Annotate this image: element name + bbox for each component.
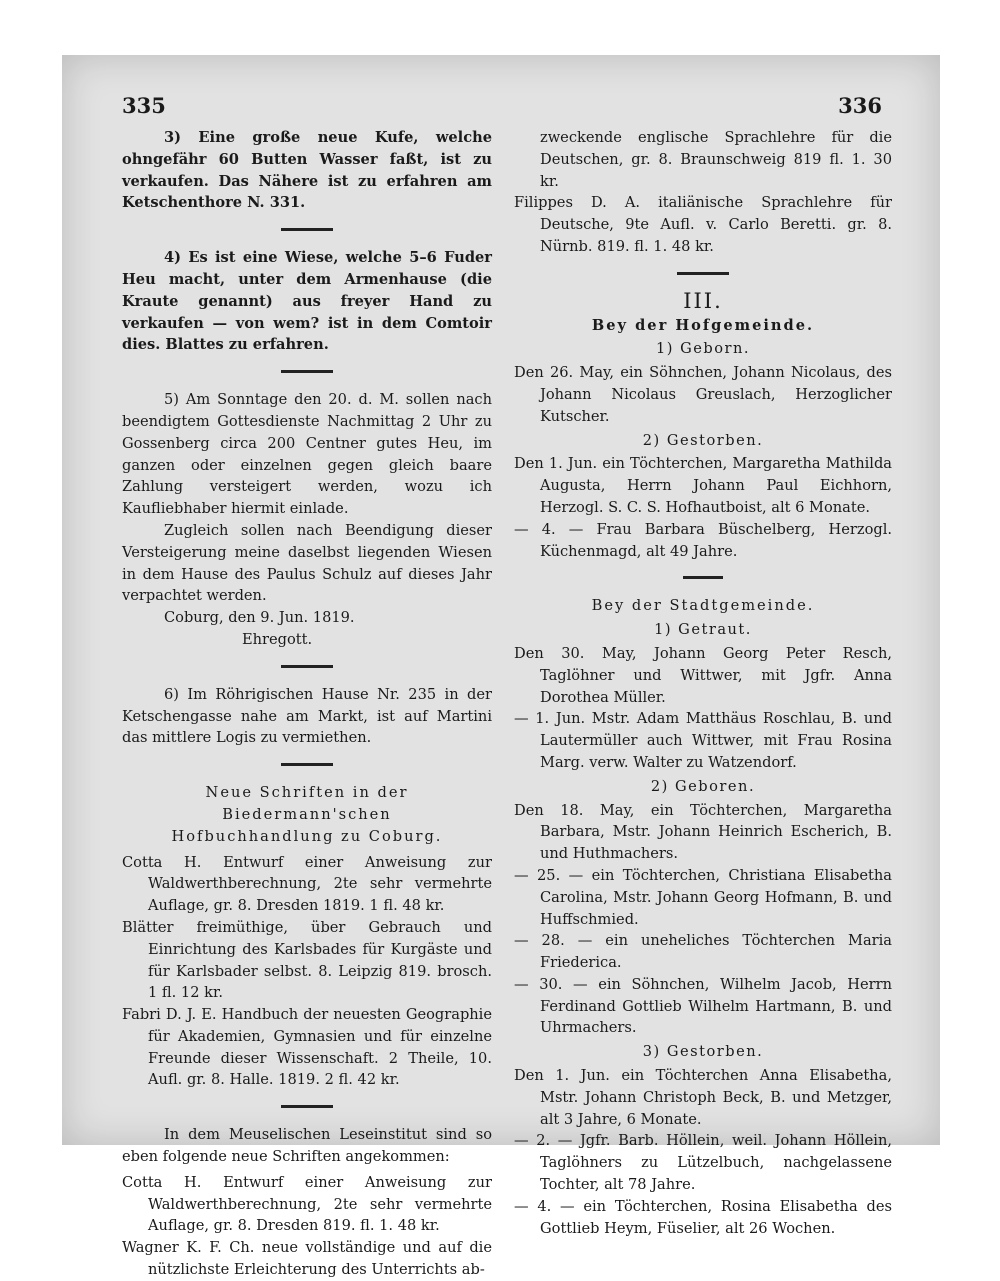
separator: [281, 370, 333, 373]
register-entry: Den 1. Jun. ein Töchterchen, Margaretha Mathilda Augusta, Herrn Johann Paul Eichhorn, Herzogl. S. C. S. Hofhautboist, alt 6 Monate.: [514, 455, 892, 516]
notice-5-para-1: 5) Am Sonntage den 20. d. M. sollen nach beendigtem Gottesdienste Nachmittag 2 Uhr zu Gossenberg circa 200 Centner gutes Heu, im ganzen oder einzelnen gegen gleich baare Zahlung versteigert werden, wozu ich Kaufliebhaber hiermit einlade.: [122, 391, 492, 518]
scanned-page: [62, 55, 940, 1279]
register-entry: — 28. — ein uneheliches Töchterchen Maria Friederica.: [514, 932, 892, 972]
register-entry: Den 1. Jun. ein Töchterchen Anna Elisabetha, Mstr. Johann Christoph Beck, B. und Metzger, alt 3 Jahre, 6 Monate.: [514, 1067, 892, 1128]
right-column: [514, 127, 892, 1239]
register-entry: — 1. Jun. Mstr. Adam Matthäus Roschlau, B. und Lautermüller auch Wittwer, mit Frau Rosina Marg. verw. Walter zu Watzendorf.: [514, 710, 892, 771]
register-entry: — 4. — Frau Barbara Büschelberg, Herzogl. Küchenmagd, alt 49 Jahre.: [514, 520, 892, 560]
stadt-married-label: 1) Getraut.: [654, 621, 752, 639]
notice-5-para-2: Zugleich sollen nach Beendigung dieser Versteigerung meine daselbst liegenden Wiesen in dem Hause des Paulus Schulz auf dieses Jahr verpachtet werden.: [122, 521, 492, 605]
register-entry: — 4. — ein Töchterchen, Rosina Elisabetha des Gottlieb Heym, Füselier, alt 26 Wochen.: [514, 1197, 892, 1237]
section-title-hofgemeinde: Bey der Hofgemeinde.: [591, 316, 815, 334]
book-continuation: zweckende englische Sprachlehre für die Deutschen, gr. 8. Braunschweig 819 fl. 1. 30 kr.: [540, 129, 892, 190]
register-entry: Den 18. May, ein Töchterchen, Margaretha Barbara, Mstr. Johann Heinrich Escherich, B. und Huthmachers.: [514, 801, 892, 863]
section-number: III.: [683, 288, 723, 313]
separator: [281, 1105, 333, 1108]
separator: [281, 665, 333, 668]
hof-born-label: 1) Geborn.: [655, 340, 751, 358]
institute-heading: In dem Meuselischen Leseinstitut sind so eben folgende neue Schriften angekommen:: [122, 1126, 492, 1166]
separator: [281, 763, 333, 766]
stadt-born-label: 2) Geboren.: [650, 777, 756, 795]
institute-book-entry: Wagner K. F. Ch. neue vollständige und auf die nützlichste Erleichterung des Unterrichts ab-: [122, 1239, 492, 1279]
register-entry: Den 26. May, ein Söhnchen, Johann Nicolaus, des Johann Nicolaus Greuslach, Herzoglicher Kutscher.: [514, 364, 892, 425]
page-number-left: 335: [122, 93, 166, 118]
book-entry: Cotta H. Entwurf einer Anweisung zur Waldwerthberechnung, 2te sehr vermehrte Auflage, gr. 8. Dresden 1819. 1 fl. 48 kr.: [122, 853, 492, 915]
left-column: [122, 127, 492, 1281]
hof-died-label: 2) Gestorben.: [642, 431, 764, 449]
register-entry: — 30. — ein Söhnchen, Wilhelm Jacob, Herrn Ferdinand Gottlieb Wilhelm Hartmann, B. und Uhrmachers.: [514, 975, 892, 1037]
stadt-died-label: 3) Gestorben.: [642, 1043, 764, 1061]
separator: [281, 228, 333, 231]
notice-3: 3) Eine große neue Kufe, welche ohngefähr 60 Butten Wasser faßt, ist zu verkaufen. Das Nähere ist zu erfahren am Ketschenthore N. 331.: [122, 129, 492, 212]
books-list: [122, 852, 492, 1092]
register-entry: — 2. — Jgfr. Barb. Höllein, weil. Johann Höllein, Taglöhners zu Lützelbuch, nachgelassene Tochter, alt 78 Jahre.: [514, 1132, 892, 1194]
book-entry: Blätter freimüthige, über Gebrauch und Einrichtung des Karlsbades für Kurgäste und für Karlsbader selbst. 8. Leipzig 819. brosch. 1 fl. 12 kr.: [122, 918, 492, 1002]
books-heading-line-2: Hofbuchhandlung zu Coburg.: [171, 827, 443, 845]
separator: [677, 272, 729, 275]
book-entry-filippes: Filippes D. A. italiänische Sprachlehre für Deutsche, 9te Aufl. v. Carlo Beretti. gr. 8. Nürnb. 819. fl. 1. 48 kr.: [514, 194, 892, 255]
separator: [683, 576, 723, 579]
register-entry: — 25. — ein Töchterchen, Christiana Elisabetha Carolina, Mstr. Johann Georg Hofmann, B. und Huffschmied.: [514, 866, 892, 928]
books-heading-line-1: Neue Schriften in der Biedermann'schen: [205, 784, 409, 823]
section-title-stadtgemeinde: Bey der Stadtgemeinde.: [591, 597, 815, 615]
register-entry: Den 30. May, Johann Georg Peter Resch, Taglöhner und Wittwer, mit Jgfr. Anna Dorothea Müller.: [514, 644, 892, 706]
institute-book-entry: Cotta H. Entwurf einer Anweisung zur Waldwerthberechnung, 2te sehr vermehrte Auflage, gr. 8. Dresden 819. fl. 1. 48 kr.: [122, 1173, 492, 1235]
notice-5-date: Coburg, den 9. Jun. 1819.: [164, 609, 355, 627]
notice-5-signature: Ehregott.: [242, 630, 313, 648]
notice-6: 6) Im Röhrigischen Hause Nr. 235 in der Ketschengasse nahe am Markt, ist auf Martini das mittlere Logis zu vermiethen.: [122, 685, 492, 747]
notice-4: 4) Es ist eine Wiese, welche 5–6 Fuder Heu macht, unter dem Armenhause (die Kraute genannt) aus freyer Hand zu verkaufen — von wem? ist in dem Comtoir dies. Blattes zu erfahren.: [122, 249, 492, 354]
page-number-right: 336: [838, 93, 882, 118]
institute-books-list: [122, 1172, 492, 1281]
book-entry: Fabri D. J. E. Handbuch der neuesten Geographie für Akademien, Gymnasien und für einzelne Freunde dieser Wissenschaft. 2 Theile, 10. Aufl. gr. 8. Halle. 1819. 2 fl. 42 kr.: [122, 1006, 492, 1089]
